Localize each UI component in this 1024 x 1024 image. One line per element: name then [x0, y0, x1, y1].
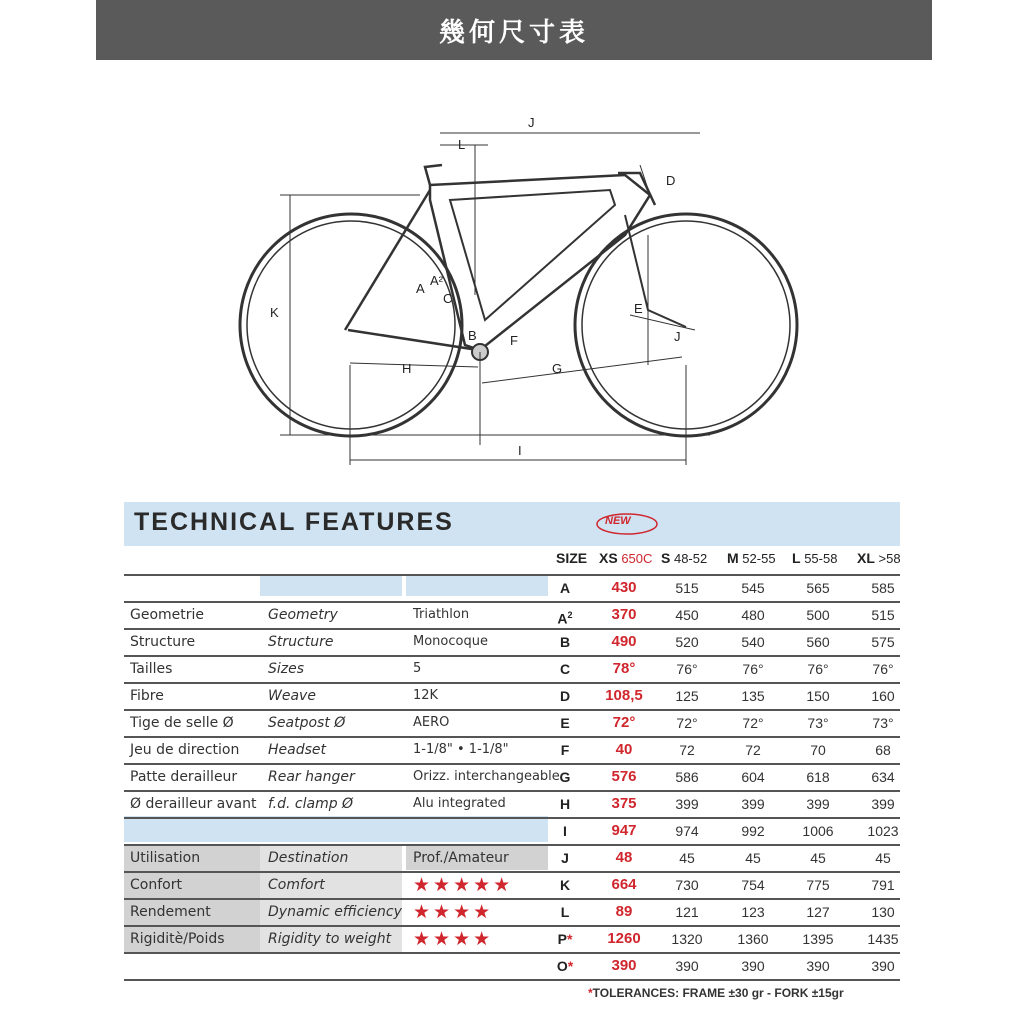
spec-label-en: Sizes — [268, 661, 305, 677]
geometry-value: 72° — [676, 715, 698, 731]
diagram-label-F: F — [510, 333, 518, 348]
size-m: M 52-55 — [727, 550, 776, 566]
spec-value: 12K — [413, 688, 439, 703]
blue-separator-row — [124, 816, 548, 842]
table-rule — [124, 844, 900, 846]
geometry-value: 76° — [872, 661, 894, 677]
geometry-value: 390 — [806, 958, 830, 974]
size-l: L 55-58 — [792, 550, 838, 566]
geometry-value: 76° — [742, 661, 764, 677]
geometry-value: 754 — [741, 877, 765, 893]
table-rule — [124, 736, 900, 738]
spec-value: Monocoque — [413, 634, 488, 649]
geometry-value: 974 — [675, 823, 699, 839]
geometry-value: 1435 — [867, 931, 899, 947]
geometry-value: 576 — [611, 768, 637, 785]
blue-header-cell — [406, 574, 548, 596]
rating-label-fr: Rigiditè/Poids — [130, 931, 225, 947]
geometry-value: 72 — [679, 742, 695, 758]
geometry-value: 947 — [611, 822, 637, 839]
seat-stay — [345, 190, 430, 330]
spec-label-fr: Geometrie — [130, 607, 205, 623]
geometry-value: 664 — [611, 876, 637, 893]
diagram-label-H: H — [402, 361, 412, 376]
bike-geometry-diagram — [230, 105, 810, 475]
rating-label-fr: Confort — [130, 877, 182, 893]
table-rule — [124, 709, 900, 711]
geometry-letter: O* — [556, 958, 574, 974]
spec-label-fr: Tailles — [130, 661, 173, 677]
geometry-letter: H — [559, 796, 571, 812]
geometry-letter: D — [559, 688, 571, 704]
diagram-label-K: K — [270, 305, 279, 320]
diagram-label-I: I — [518, 443, 522, 458]
table-rule — [124, 574, 900, 576]
geometry-value: 370 — [611, 606, 637, 623]
geometry-value: 604 — [741, 769, 765, 785]
geometry-value: 45 — [745, 850, 761, 866]
table-rule — [124, 925, 900, 927]
geometry-letter: G — [559, 769, 571, 785]
seatpost — [425, 165, 442, 185]
diagram-label-A2: A² — [430, 273, 443, 288]
geometry-value: 1023 — [867, 823, 899, 839]
diagram-label-L: L — [458, 137, 466, 152]
spec-value: AERO — [413, 715, 450, 730]
geometry-value: 565 — [806, 580, 830, 596]
diagram-label-J: J — [674, 329, 681, 344]
geometry-value: 1320 — [671, 931, 703, 947]
rear-wheel-inner — [247, 221, 455, 429]
geometry-value: 48 — [615, 849, 633, 866]
rear-wheel — [240, 214, 462, 436]
geometry-value: 545 — [741, 580, 765, 596]
spec-label-en: Structure — [268, 634, 334, 650]
geometry-value: 45 — [875, 850, 891, 866]
geometry-value: 390 — [871, 958, 895, 974]
geometry-value: 72 — [745, 742, 761, 758]
diagram-label-C: C — [443, 291, 453, 306]
tolerances-note: *TOLERANCES: FRAME ±30 gr - FORK ±15gr — [588, 986, 844, 1000]
geometry-value: 390 — [675, 958, 699, 974]
spec-label-fr: Fibre — [130, 688, 164, 704]
geometry-value: 390 — [611, 957, 637, 974]
geometry-value: 775 — [806, 877, 830, 893]
chain-stay — [348, 330, 478, 350]
spec-label-en: Headset — [268, 742, 327, 758]
geometry-value: 450 — [675, 607, 699, 623]
geometry-value: 515 — [675, 580, 699, 596]
geometry-value: 618 — [806, 769, 830, 785]
size-xs: XS 650C — [599, 550, 653, 566]
geometry-value: 45 — [679, 850, 695, 866]
diagram-label-G: G — [552, 361, 563, 376]
rating-label-en: Destination — [268, 850, 349, 866]
geometry-value: 585 — [871, 580, 895, 596]
star-rating-icon: ★★★★ — [413, 928, 494, 950]
page-title-banner — [96, 0, 932, 60]
geometry-value: 575 — [871, 634, 895, 650]
blue-header-cell — [260, 574, 402, 596]
geometry-value: 1006 — [802, 823, 834, 839]
geometry-letter: C — [559, 661, 571, 677]
diagram-label-D: D — [666, 173, 676, 188]
diagram-label-J-top: J — [528, 115, 535, 130]
geometry-value: 123 — [741, 904, 765, 920]
geometry-value: 399 — [871, 796, 895, 812]
geometry-value: 390 — [741, 958, 765, 974]
geometry-value: 78° — [612, 660, 636, 677]
spec-label-fr: Tige de selle Ø — [130, 715, 234, 731]
spec-label-en: Rear hanger — [268, 769, 355, 785]
spec-label-fr: Structure — [130, 634, 196, 650]
size-s: S 48-52 — [661, 550, 708, 566]
rating-label-en: Comfort — [268, 877, 325, 893]
spec-value: 5 — [413, 661, 422, 676]
new-badge-text: NEW — [605, 515, 631, 527]
geometry-value: 125 — [675, 688, 699, 704]
diagram-label-A: A — [416, 281, 425, 296]
geometry-value: 72° — [612, 714, 636, 731]
rating-label-en: Rigidity to weight — [268, 931, 392, 947]
spec-label-en: Weave — [268, 688, 316, 704]
geometry-value: 634 — [871, 769, 895, 785]
table-rule — [124, 682, 900, 684]
spec-label-fr: Patte derailleur — [130, 769, 238, 785]
geometry-value: 399 — [741, 796, 765, 812]
table-rule — [124, 979, 900, 981]
spec-value: Alu integrated — [413, 796, 506, 811]
geometry-value: 160 — [871, 688, 895, 704]
geometry-letter: B — [559, 634, 571, 650]
geometry-value: 76° — [807, 661, 829, 677]
geometry-value: 70 — [810, 742, 826, 758]
rating-value: Prof./Amateur — [413, 850, 509, 866]
spec-label-en: Geometry — [268, 607, 338, 623]
geometry-value: 480 — [741, 607, 765, 623]
size-label: SIZE — [556, 550, 588, 566]
geometry-value: 399 — [806, 796, 830, 812]
geometry-value: 791 — [871, 877, 895, 893]
geometry-letter: I — [563, 823, 567, 839]
geometry-value: 89 — [615, 903, 633, 920]
diagram-label-E: E — [634, 301, 643, 316]
table-rule — [124, 655, 900, 657]
geometry-value: 72° — [742, 715, 764, 731]
geometry-value: 560 — [806, 634, 830, 650]
spec-value: Triathlon — [413, 607, 470, 622]
geometry-value: 130 — [871, 904, 895, 920]
geometry-value: 45 — [810, 850, 826, 866]
geometry-letter: A — [559, 580, 571, 596]
geometry-value: 1360 — [737, 931, 769, 947]
geometry-value: 150 — [806, 688, 830, 704]
geometry-value: 500 — [806, 607, 830, 623]
diagram-label-B: B — [468, 328, 477, 343]
spec-value: Orizz. interchangeable — [413, 769, 560, 784]
geometry-value: 730 — [675, 877, 699, 893]
geometry-value: 73° — [807, 715, 829, 731]
features-title: TECHNICAL FEATURES — [134, 508, 454, 536]
spec-label-fr: Jeu de direction — [130, 742, 240, 758]
table-rule — [124, 601, 900, 603]
geometry-value: 490 — [611, 633, 637, 650]
star-rating-icon: ★★★★ — [413, 901, 494, 923]
geometry-value: 375 — [611, 795, 637, 812]
geometry-letter: K — [559, 877, 571, 893]
geometry-letter: L — [560, 904, 570, 920]
geometry-value: 127 — [806, 904, 830, 920]
geometry-value: 73° — [872, 715, 894, 731]
page-title: 幾何尺寸表 — [438, 17, 589, 48]
geometry-value: 515 — [871, 607, 895, 623]
geometry-value: 992 — [741, 823, 765, 839]
geometry-letter: $A^2$ — [557, 610, 573, 627]
geometry-value: 586 — [675, 769, 699, 785]
technical-features-card — [108, 488, 923, 1008]
rating-label-fr: Rendement — [130, 904, 211, 920]
geometry-value: 520 — [675, 634, 699, 650]
geometry-letter: F — [560, 742, 570, 758]
geometry-value: 68 — [875, 742, 891, 758]
geometry-letter: P* — [557, 931, 573, 947]
geometry-value: 135 — [741, 688, 765, 704]
rating-label-fr: Utilisation — [130, 850, 201, 866]
table-rule — [124, 628, 900, 630]
table-rule — [124, 817, 900, 819]
geometry-value: 40 — [615, 741, 633, 758]
geometry-letter: J — [561, 850, 569, 866]
geometry-value: 121 — [675, 904, 699, 920]
head-tube — [618, 173, 655, 205]
table-rule — [124, 952, 900, 954]
rating-label-en: Dynamic efficiency — [268, 904, 402, 920]
geometry-value: 1260 — [607, 930, 641, 947]
geometry-value: 399 — [675, 796, 699, 812]
geometry-value: 540 — [741, 634, 765, 650]
spec-label-fr: Ø derailleur avant — [130, 796, 257, 812]
geometry-letter: E — [560, 715, 570, 731]
size-xl: XL >58 — [857, 550, 901, 566]
geometry-value: 108,5 — [605, 687, 643, 704]
geometry-value: 76° — [676, 661, 698, 677]
geometry-value: 1395 — [802, 931, 834, 947]
spec-label-en: Seatpost Ø — [268, 715, 346, 731]
geometry-value: 430 — [611, 579, 637, 596]
spec-label-en: f.d. clamp Ø — [268, 796, 354, 812]
spec-value: 1-1/8" • 1-1/8" — [413, 742, 509, 757]
table-rule — [124, 898, 900, 900]
star-rating-icon: ★★★★★ — [413, 874, 514, 896]
